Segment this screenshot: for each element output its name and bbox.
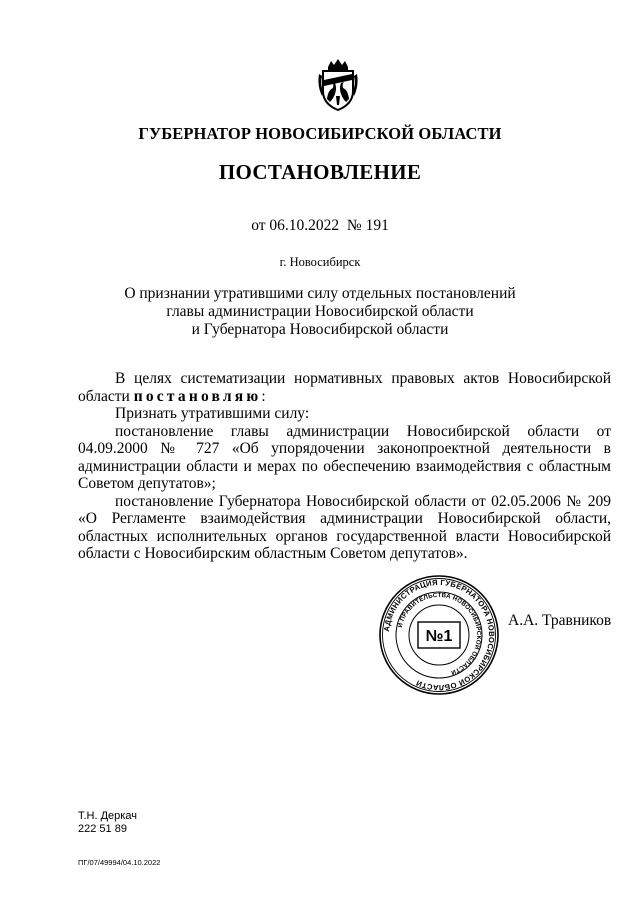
registration-code: ПГ/07/49994/04.10.2022 <box>78 858 161 867</box>
repealed-item-1: постановление главы администрации Новосибирской области от 04.09.2000 № 727 «Об упорядочении законопроектной деятельности в администрации области и мерах по обеспечению взаимодействия с областным Советом депутатов»; <box>78 422 611 492</box>
title-line: О признании утратившими силу отдельных постановлений <box>124 285 516 302</box>
document-title <box>80 285 560 339</box>
intro-text: В целях систематизации нормативных правовых актов Новосибирской области <box>78 370 611 405</box>
executor-phone: 222 51 89 <box>78 822 127 835</box>
novosibirsk-coat-of-arms-icon <box>316 58 360 112</box>
decree-colon: : <box>261 387 266 405</box>
number-label: № <box>346 217 362 234</box>
date-number-line <box>0 217 640 235</box>
signatory-name: А.А. Травников <box>508 612 612 629</box>
document-type: ПОСТАНОВЛЕНИЕ <box>218 160 422 184</box>
document-body <box>78 370 611 563</box>
date-prefix: от <box>251 217 266 234</box>
document-date: 06.10.2022 <box>269 217 340 234</box>
seal-inner-text: И ПРАВИТЕЛЬСТВА НОВОСИБИРСКОЙ ОБЛАСТИ <box>396 591 483 676</box>
seal-ring-text: АДМИНИСТРАЦИЯ ГУБЕРНАТОРА НОВОСИБИРСКОЙ ОБЛАСТИ <box>382 577 497 693</box>
intro-paragraph <box>78 370 611 405</box>
declare-paragraph: Признать утратившими силу: <box>115 405 310 422</box>
title-line: и Губернатора Новосибирской области <box>191 321 449 338</box>
document-number: 191 <box>365 217 389 234</box>
repealed-item-2: постановление Губернатора Новосибирской области от 02.05.2006 № 209 «О Регламенте взаимодействия администрации Новосибирской области, областных исполнительных органов государственной власти Новосибирской области с Новосибирским областным Советом депутатов». <box>78 492 611 562</box>
executor-name: Т.Н. Деркач <box>78 810 137 822</box>
official-seal <box>378 574 500 696</box>
seal-number: №1 <box>425 628 453 645</box>
decree-word: постановляю <box>133 387 262 405</box>
issuing-authority: ГУБЕРНАТОР НОВОСИБИРСКОЙ ОБЛАСТИ <box>138 124 502 143</box>
executor-block <box>78 810 137 835</box>
title-line: главы администрации Новосибирской области <box>166 303 474 320</box>
city: г. Новосибирск <box>279 255 361 269</box>
